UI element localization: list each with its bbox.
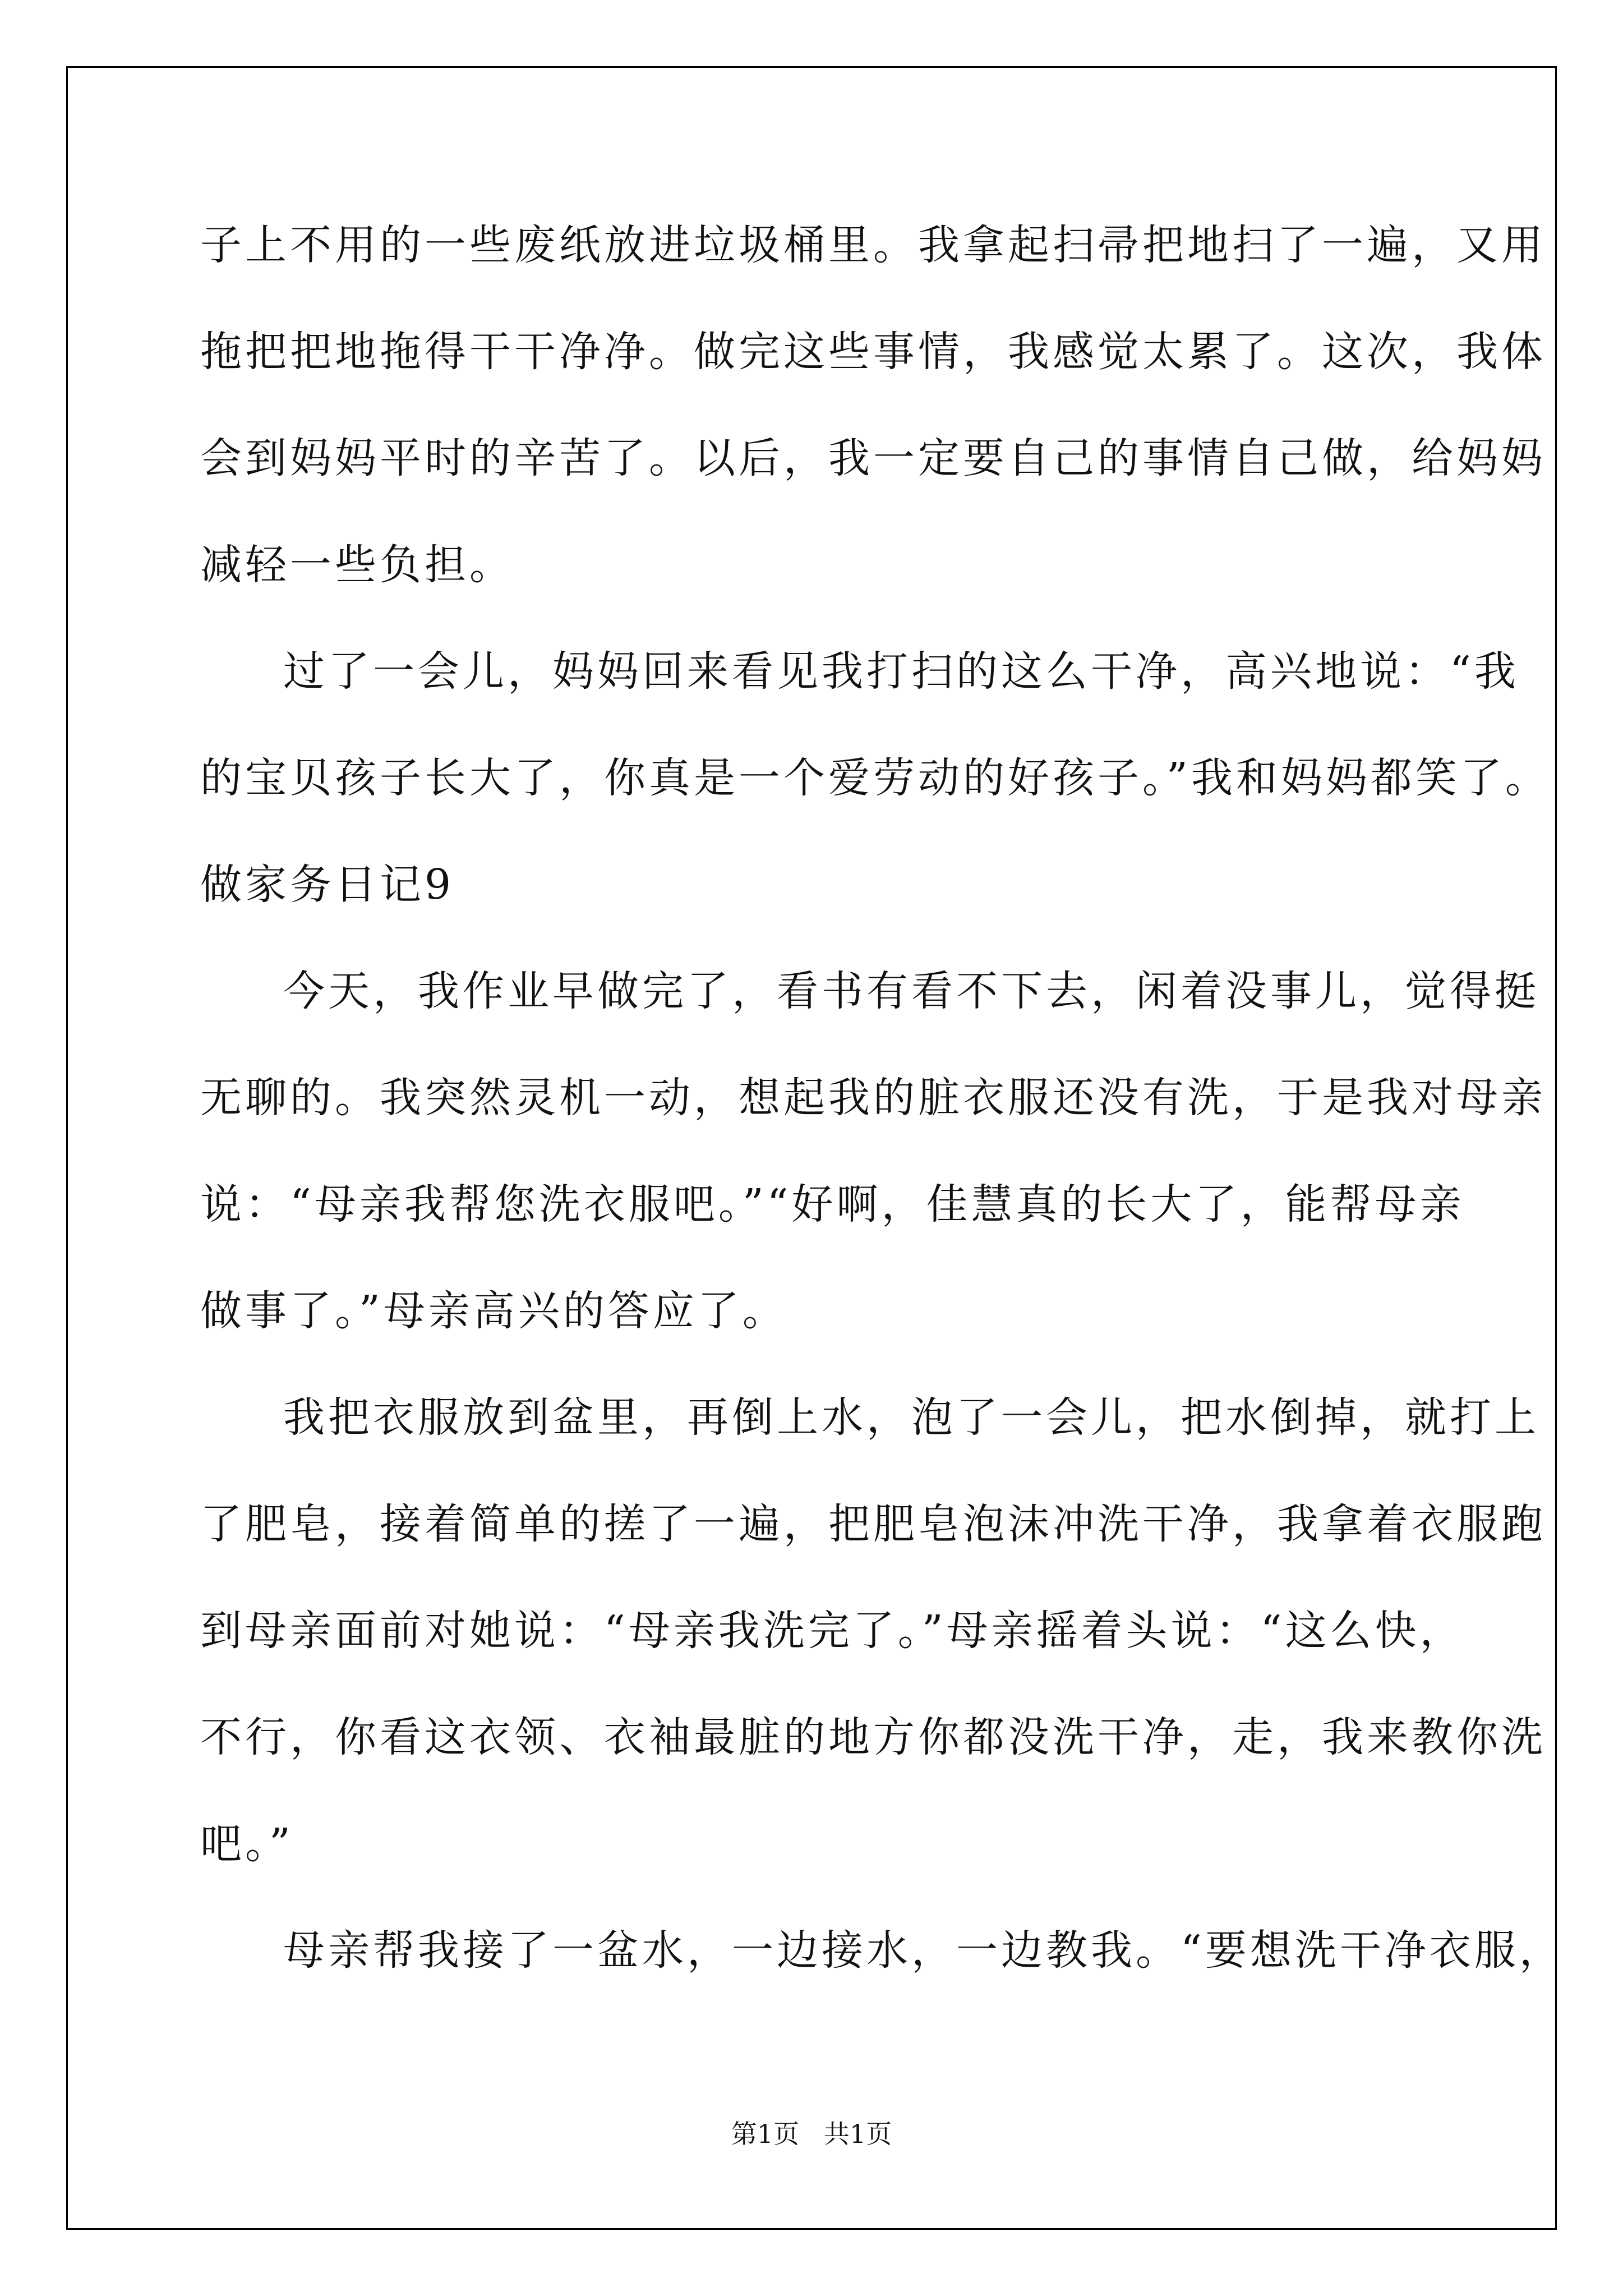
paragraph-line: 我把衣服放到盆里，再倒上水，泡了一会儿，把水倒掉，就打上 [283, 1393, 1539, 1442]
paragraph-line: 做事了。”母亲高兴的答应了。 [200, 1287, 787, 1335]
paragraph-line: 无聊的。我突然灵机一动，想起我的脏衣服还没有洗，于是我对母亲 [200, 1074, 1546, 1122]
paragraph-line: 了肥皂，接着简单的搓了一遍，把肥皂泡沫冲洗干净，我拿着衣服跑 [200, 1500, 1546, 1548]
paragraph-line: 母亲帮我接了一盆水，一边接水，一边教我。“要想洗干净衣服， [283, 1926, 1564, 1975]
paragraph-line: 不行，你看这衣领、衣袖最脏的地方你都没洗干净，走，我来教你洗 [200, 1713, 1546, 1761]
paragraph-line: 今天，我作业早做完了，看书有看不下去，闲着没事儿，觉得挺 [283, 967, 1539, 1015]
section-heading: 做家务日记9 [200, 861, 455, 909]
page-border [66, 66, 1557, 2230]
paragraph-line: 的宝贝孩子长大了，你真是一个爱劳动的好孩子。”我和妈妈都笑了。 [200, 754, 1550, 802]
page-number-footer: 第1页 共1页 [731, 2119, 892, 2149]
paragraph-line: 减轻一些负担。 [200, 541, 514, 589]
paragraph-line: 会到妈妈平时的辛苦了。以后，我一定要自己的事情自己做，给妈妈 [200, 434, 1546, 482]
paragraph-line: 说：“母亲我帮您洗衣服吧。”“好啊，佳慧真的长大了，能帮母亲 [200, 1180, 1465, 1228]
paragraph-line: 拖把把地拖得干干净净。做完这些事情，我感觉太累了。这次，我体 [200, 328, 1546, 376]
paragraph-line: 到母亲面前对她说：“母亲我洗完了。”母亲摇着头说：“这么快， [200, 1607, 1465, 1655]
paragraph-line: 子上不用的一些废纸放进垃圾桶里。我拿起扫帚把地扫了一遍，又用 [200, 221, 1546, 269]
paragraph-line: 过了一会儿，妈妈回来看见我打扫的这么干净，高兴地说：“我 [283, 647, 1519, 696]
paragraph-line: 吧。” [200, 1820, 294, 1868]
